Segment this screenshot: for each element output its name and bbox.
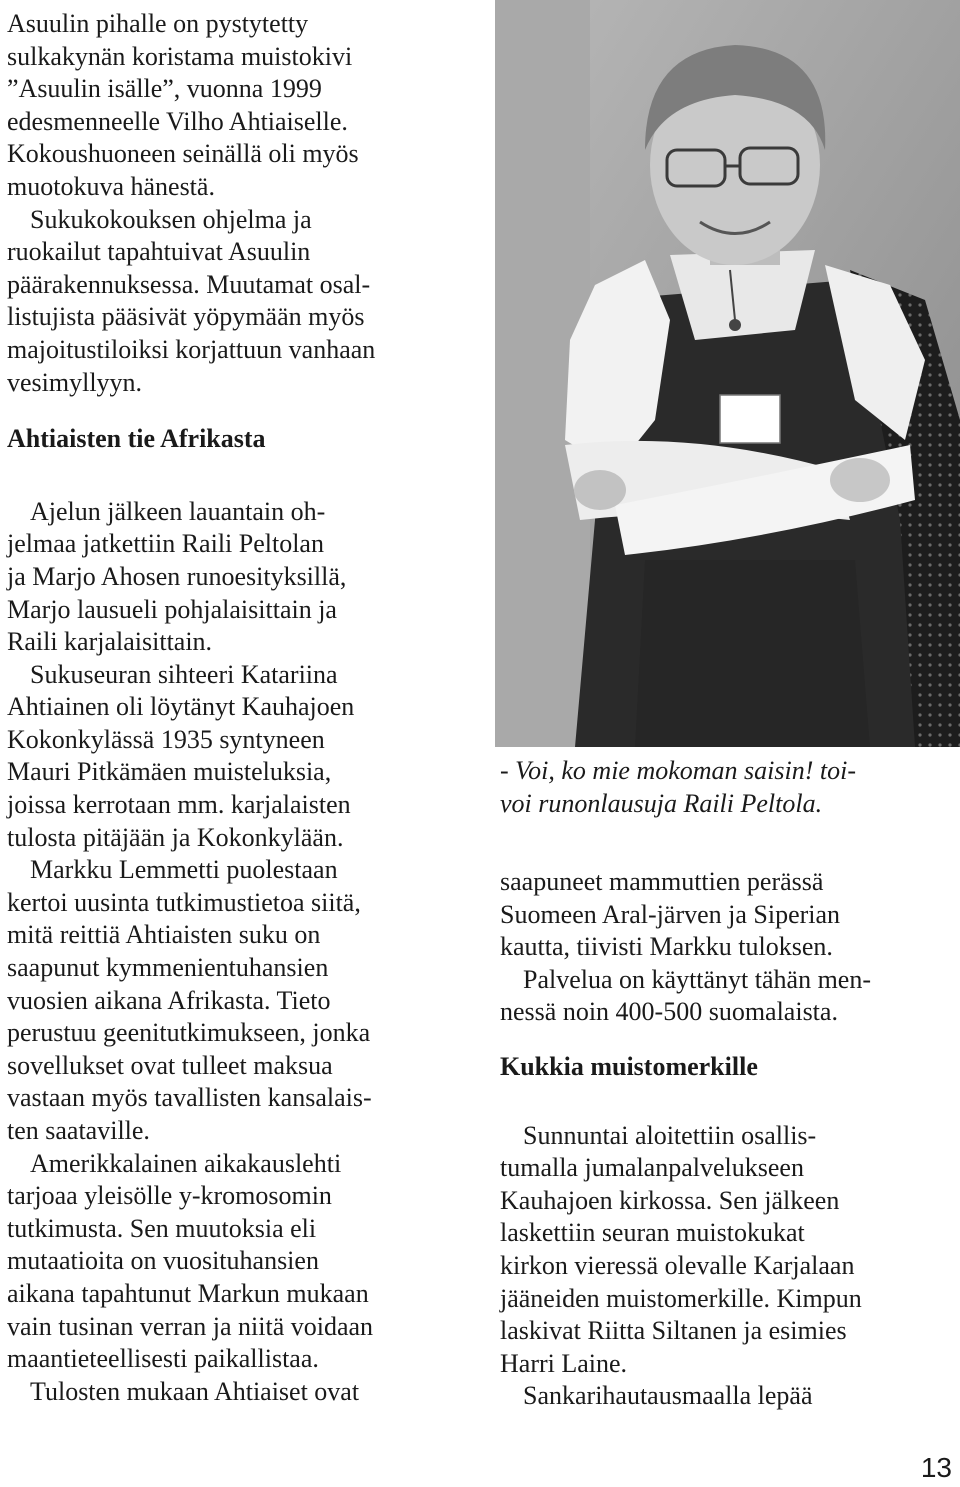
text-line: Asuulin pihalle on pystytetty xyxy=(7,9,309,38)
text-line: aikana tapahtunut Markun mukaan xyxy=(7,1278,369,1308)
text-line: edesmenneelle Vilho Ahtiaiselle. xyxy=(7,106,348,136)
text-line: saapunut kymmenientuhansien xyxy=(7,953,329,983)
portrait-photo xyxy=(495,0,960,747)
left-column xyxy=(7,8,472,1408)
text-line: tarjoaa yleisölle y-kromosomin xyxy=(7,1181,332,1211)
caption-line: voi runonlausuja Raili Peltola. xyxy=(500,788,823,818)
text-line: Kokoushuoneen seinällä oli myös xyxy=(7,139,359,169)
portrait-illustration xyxy=(495,0,960,747)
text-line: Tulosten mukaan Ahtiaiset ovat xyxy=(30,1376,360,1406)
text-line: kertoi uusinta tutkimustietoa siitä, xyxy=(7,887,361,917)
text-line: majoitustiloiksi korjattuun vanhaan xyxy=(7,334,376,364)
text-line: sovellukset ovat tulleet maksua xyxy=(7,1050,333,1080)
right-column xyxy=(500,866,950,1413)
intro-paragraphs xyxy=(7,8,472,399)
text-line: Markku Lemmetti puolestaan xyxy=(30,855,338,885)
text-line: tulosta pitäjään ja Kokonkylään. xyxy=(7,822,344,852)
section-heading: Ahtiaisten tie Afrikasta xyxy=(7,424,266,454)
text-line: ja Marjo Ahosen runoesityksillä, xyxy=(7,561,347,591)
text-line: Kokonkylässä 1935 syntyneen xyxy=(7,724,325,754)
text-line: kirkon vieressä olevalle Karjalaan xyxy=(500,1250,855,1280)
text-line: tumalla jumalanpalvelukseen xyxy=(500,1153,804,1183)
text-line: jelmaa jatkettiin Raili Peltolan xyxy=(7,529,324,559)
text-line: mitä reittiä Ahtiaisten suku on xyxy=(7,920,321,950)
text-line: Sukukokouksen ohjelma ja xyxy=(30,204,312,234)
text-line: perustuu geenitutkimukseen, jonka xyxy=(7,1018,371,1048)
text-line: kautta, tiivisti Markku tuloksen. xyxy=(500,932,833,962)
text-line: nessä noin 400-500 suomalaista. xyxy=(500,997,838,1027)
text-line: vesimyllyyn. xyxy=(7,367,143,397)
text-line: Amerikkalainen aikakauslehti xyxy=(30,1148,342,1178)
text-line: Kauhajoen kirkossa. Sen jälkeen xyxy=(500,1185,840,1215)
text-line: tutkimusta. Sen muutoksia eli xyxy=(7,1213,317,1243)
text-line: Mauri Pitkämäen muisteluksia, xyxy=(7,757,332,787)
text-line: päärakennuksessa. Muutamat osal- xyxy=(7,269,371,299)
text-line: Suomeen Aral-järven ja Siperian xyxy=(500,899,841,929)
text-line: mutaatioita on vuosituhansien xyxy=(7,1246,319,1276)
text-line: Sankarihautausmaalla lepää xyxy=(523,1381,813,1411)
text-line: ”Asuulin isälle”, vuonna 1999 xyxy=(7,74,322,104)
section-paragraphs xyxy=(7,496,472,1409)
text-line: vuosien aikana Afrikasta. Tieto xyxy=(7,985,331,1015)
text-line: vastaan myös tavallisten kansalais- xyxy=(7,1083,372,1113)
text-line: sulkakynän koristama muistokivi xyxy=(7,41,353,71)
text-line: listujista pääsivät yöpymään myös xyxy=(7,302,365,332)
text-line: Palvelua on käyttänyt tähän men- xyxy=(523,964,872,994)
text-line: laskivat Riitta Siltanen ja esimies xyxy=(500,1316,847,1346)
text-line: vain tusinan verran ja niitä voidaan xyxy=(7,1311,374,1341)
text-line: Ahtiainen oli löytänyt Kauhajoen xyxy=(7,692,355,722)
text-line: Sunnuntai aloitettiin osallis- xyxy=(523,1120,817,1150)
text-line: joissa kerrotaan mm. karjalaisten xyxy=(7,790,351,820)
section-heading: Kukkia muistomerkille xyxy=(500,1051,758,1081)
text-line: Harri Laine. xyxy=(500,1348,628,1378)
text-line: Raili karjalaisittain. xyxy=(7,627,213,657)
text-line: saapuneet mammuttien perässä xyxy=(500,867,824,896)
text-line: Sukuseuran sihteeri Katariina xyxy=(30,659,338,689)
text-line: laskettiin seuran muistokukat xyxy=(500,1218,805,1248)
page-number: 13 xyxy=(920,1452,952,1483)
text-line: Ajelun jälkeen lauantain oh- xyxy=(30,496,326,526)
text-line: Marjo lausueli pohjalaisittain ja xyxy=(7,594,337,624)
text-line: muotokuva hänestä. xyxy=(7,171,215,201)
photo-caption xyxy=(500,755,950,820)
text-line: jääneiden muistomerkille. Kimpun xyxy=(500,1283,862,1313)
text-line: maantieteellisesti paikallistaa. xyxy=(7,1344,319,1374)
caption-line: - Voi, ko mie mokoman saisin! toi- xyxy=(500,756,857,785)
text-line: ruokailut tapahtuivat Asuulin xyxy=(7,237,311,267)
text-line: ten saataville. xyxy=(7,1116,150,1145)
